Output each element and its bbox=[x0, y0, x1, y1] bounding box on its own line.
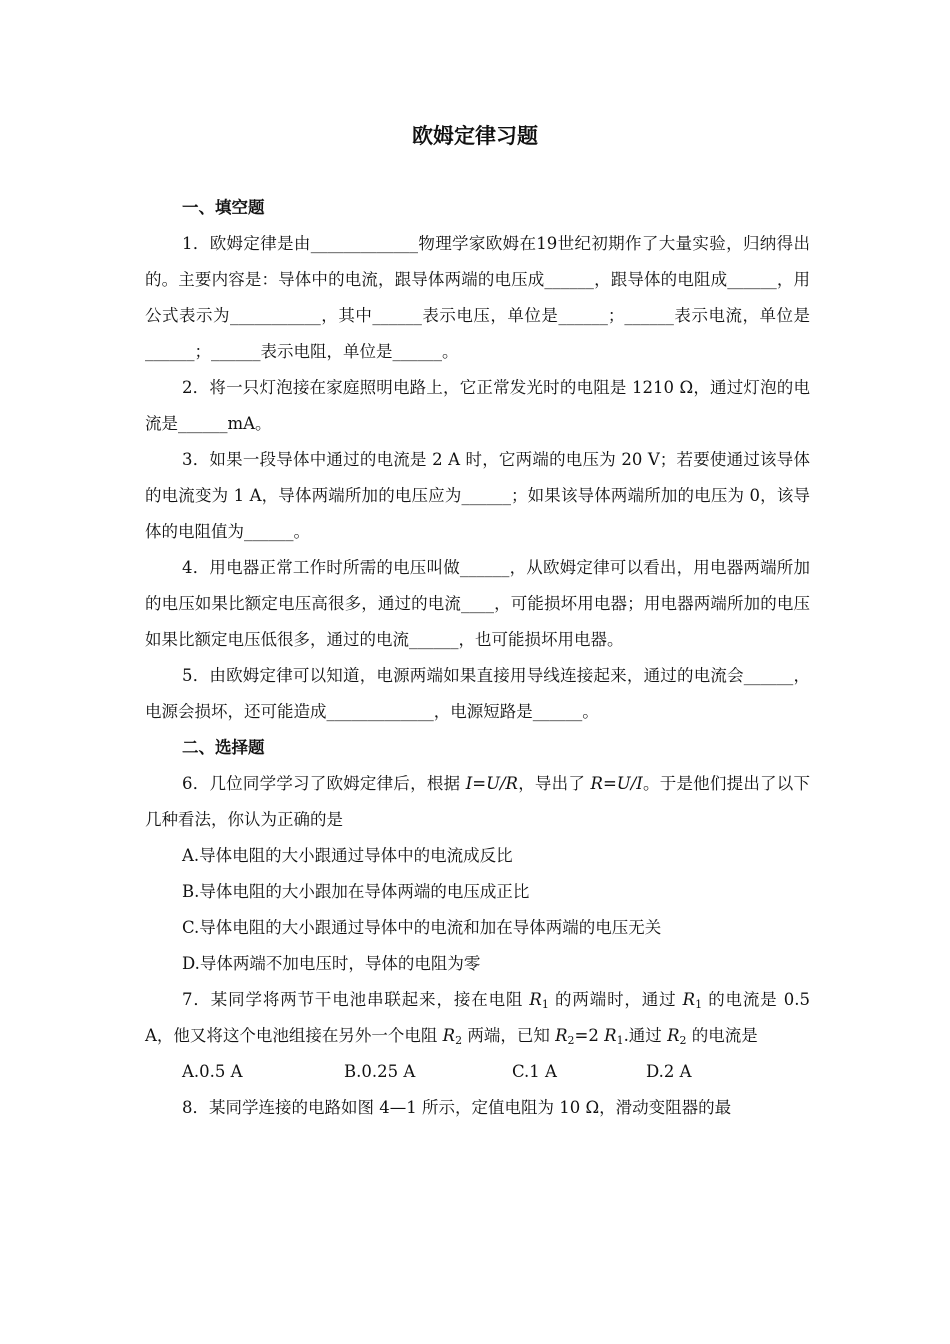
q7-text-2: 的两端时，通过 bbox=[548, 990, 683, 1009]
q7-text-4: 两端，已知 bbox=[462, 1026, 556, 1045]
q7-symbol-r: R bbox=[529, 990, 542, 1009]
q7-option-b: B.0.25 A bbox=[344, 1062, 416, 1081]
q6-option-d: D.导体两端不加电压时，导体的电阻为零 bbox=[182, 954, 481, 973]
q7-option-c: C.1 A bbox=[512, 1062, 557, 1081]
q6-option-c: C.导体电阻的大小跟通过导体中的电流和加在导体两端的电压无关 bbox=[182, 918, 662, 937]
q7-symbol-r: R bbox=[682, 990, 696, 1009]
question-3: 3．如果一段导体中通过的电流是 2 A 时，它两端的电压为 20 V；若要使通过该导体的电流变为 1 A，导体两端所加的电压应为______；如果该导体两端所加的电压为 0，该导体的电阻值为______。 bbox=[145, 450, 810, 541]
q7-options bbox=[145, 1054, 810, 1090]
q6-formula-2: R=U/I bbox=[590, 774, 643, 793]
q6-text-2: ，导出了 bbox=[517, 774, 591, 793]
q7-subscript: 2 bbox=[679, 1034, 687, 1047]
section-heading-multiple-choice: 二、选择题 bbox=[182, 738, 265, 757]
page-title: 欧姆定律习题 bbox=[412, 123, 538, 148]
q6-option-b: B.导体电阻的大小跟加在导体两端的电压成正比 bbox=[182, 882, 530, 901]
q7-subscript: 1 bbox=[616, 1034, 624, 1047]
q6-formula-1: I=U/R bbox=[465, 774, 518, 793]
q7-text-7: 的电流是 bbox=[686, 1026, 758, 1045]
question-5: 5．由欧姆定律可以知道，电源两端如果直接用导线连接起来，通过的电流会______，电源会损坏，还可能造成_____________，电源短路是______。 bbox=[145, 666, 810, 721]
q7-text-1: 7．某同学将两节干电池串联起来，接在电阻 bbox=[182, 990, 530, 1009]
q7-text-6: .通过 bbox=[623, 1026, 668, 1045]
q6-text-3: 。于是他们提出了以下几种看法，你认为正确的是 bbox=[145, 774, 810, 829]
section-heading-fill-blank: 一、填空题 bbox=[182, 198, 265, 217]
question-7 bbox=[145, 982, 810, 1054]
question-6 bbox=[145, 766, 810, 838]
q7-option-d: D.2 A bbox=[646, 1062, 692, 1081]
q7-symbol-r: R bbox=[667, 1026, 680, 1045]
q7-text-5: =2 bbox=[574, 1026, 605, 1045]
q6-text-1: 6．几位同学学习了欧姆定律后，根据 bbox=[182, 774, 466, 793]
exercise-content bbox=[145, 190, 810, 1126]
question-1: 1．欧姆定律是由_____________物理学家欧姆在19世纪初期作了大量实验，归纳得出的。主要内容是：导体中的电流，跟导体两端的电压成______，跟导体的电阻成______，用公式表示为___________，其中______表示电压，单位是______；______表示电流，单位是______；______表示电阻，单位是______。 bbox=[145, 234, 810, 361]
q7-symbol-r: R bbox=[555, 1026, 568, 1045]
question-2: 2．将一只灯泡接在家庭照明电路上，它正常发光时的电阻是 1210 Ω，通过灯泡的电流是______mA。 bbox=[145, 378, 810, 433]
q7-text-3: 的电流是 0.5 A，他又将这个电池组接在另外一个电阻 bbox=[145, 990, 810, 1045]
q7-subscript: 1 bbox=[695, 998, 703, 1011]
q6-option-a: A.导体电阻的大小跟通过导体中的电流成反比 bbox=[182, 846, 513, 865]
question-4: 4．用电器正常工作时所需的电压叫做______，从欧姆定律可以看出，用电器两端所加的电压如果比额定电压高很多，通过的电流____，可能损坏用电器；用电器两端所加的电压如果比额定电压低很多，通过的电流______，也可能损坏用电器。 bbox=[145, 558, 810, 649]
q7-subscript: 1 bbox=[541, 998, 549, 1011]
q7-symbol-r: R bbox=[442, 1026, 456, 1045]
q7-subscript: 2 bbox=[455, 1034, 463, 1047]
q7-symbol-r: R bbox=[604, 1026, 617, 1045]
q7-option-a: A.0.5 A bbox=[182, 1062, 243, 1081]
q7-subscript: 2 bbox=[567, 1034, 575, 1047]
question-8: 8．某同学连接的电路如图 4—1 所示，定值电阻为 10 Ω，滑动变阻器的最 bbox=[182, 1098, 732, 1117]
